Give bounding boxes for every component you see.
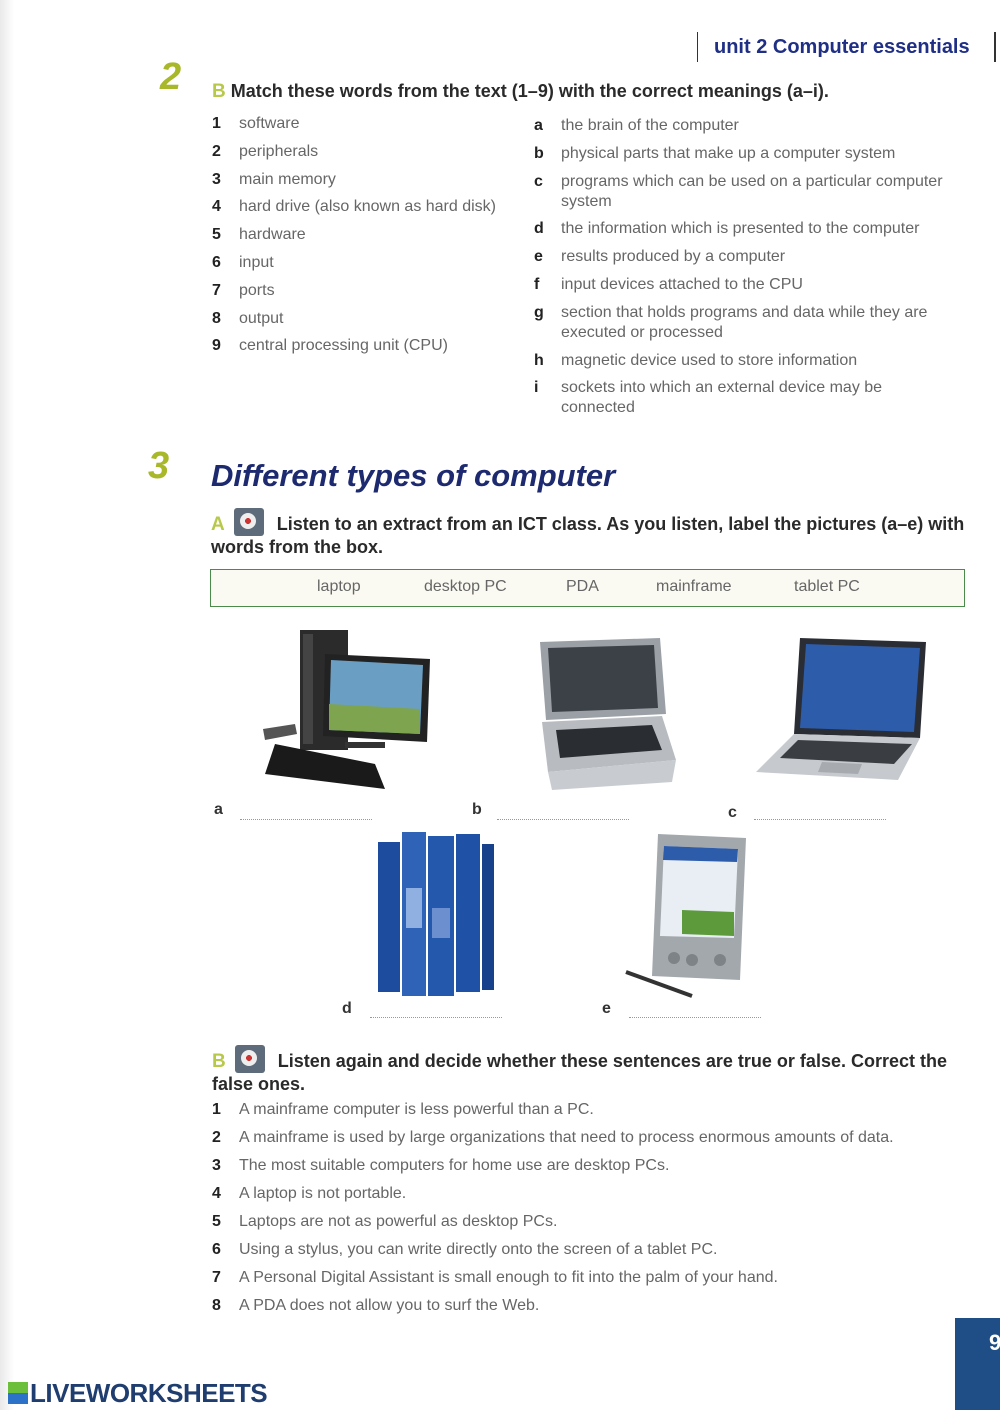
picture-label: b	[472, 801, 482, 818]
item-number: 7	[212, 281, 221, 299]
item-text: ports	[239, 281, 275, 299]
item-number: d	[534, 220, 544, 238]
item-text: A mainframe is used by large organizations that need to process enormous amounts of data.	[239, 1129, 894, 1146]
item-number: c	[534, 172, 543, 190]
list-item	[534, 351, 954, 371]
box-word: tablet PC	[794, 578, 860, 595]
item-number: e	[534, 248, 543, 266]
item-text: output	[239, 309, 284, 327]
item-text: Laptops are not as powerful as desktop PCs.	[239, 1213, 558, 1230]
list-item	[534, 219, 954, 239]
exercise-3b-instruction: B Listen again and decide whether these sentences are true or false. Correct the false ones.	[212, 1045, 972, 1096]
words-list	[212, 114, 522, 364]
list-item	[534, 247, 954, 267]
item-number: 6	[212, 253, 221, 271]
exercise-letter: B	[212, 81, 226, 102]
list-item	[534, 172, 954, 212]
list-item	[212, 1268, 952, 1288]
answer-line[interactable]	[497, 818, 629, 820]
unit-title: unit 2 Computer essentials	[714, 36, 970, 58]
item-number: 8	[212, 1297, 221, 1314]
item-number: g	[534, 303, 544, 321]
item-number: a	[534, 117, 543, 134]
unit-header	[697, 32, 996, 62]
list-item	[212, 1296, 952, 1316]
word-box	[210, 569, 965, 607]
list-item	[212, 1240, 952, 1260]
list-item	[212, 281, 522, 301]
item-number: 1	[212, 115, 221, 132]
exercise-2b-instruction: B Match these words from the text (1–9) with the correct meanings (a–i).	[212, 81, 829, 102]
item-text: the brain of the computer	[561, 117, 739, 134]
live-badge-icon	[8, 1382, 28, 1404]
pda-image	[622, 830, 752, 1000]
list-item	[212, 1212, 952, 1232]
item-number: 3	[212, 1157, 221, 1174]
item-text: the information which is presented to the computer	[561, 220, 920, 238]
list-item	[212, 114, 522, 134]
audio-cd-icon[interactable]	[235, 1045, 265, 1073]
item-number: i	[534, 379, 539, 397]
item-text: results produced by a computer	[561, 248, 786, 266]
list-item	[212, 1156, 952, 1176]
item-text: central processing unit (CPU)	[239, 337, 448, 355]
list-item	[212, 197, 522, 217]
item-text: section that holds programs and data while they are executed or processed	[561, 303, 928, 341]
picture-label: d	[342, 1000, 352, 1017]
item-number: 4	[212, 1185, 221, 1202]
mainframe-image	[372, 828, 498, 998]
item-text: physical parts that make up a computer system	[561, 144, 896, 162]
item-text: input	[239, 253, 274, 271]
list-item	[212, 170, 522, 190]
item-text: programs which can be used on a particular computer system	[561, 172, 943, 210]
box-word: PDA	[566, 578, 599, 595]
answer-line[interactable]	[240, 818, 372, 820]
list-item	[534, 116, 954, 136]
list-item	[534, 303, 954, 343]
item-text: The most suitable computers for home use are desktop PCs.	[239, 1157, 670, 1174]
picture-label: a	[214, 801, 223, 818]
item-number: 2	[212, 142, 221, 160]
list-item	[212, 1184, 952, 1204]
item-text: software	[239, 115, 300, 132]
list-item	[534, 144, 954, 164]
item-text: main memory	[239, 170, 336, 188]
desktop-pc-image	[255, 624, 435, 796]
list-item	[212, 142, 522, 162]
picture-label: e	[602, 1000, 611, 1017]
item-number: 4	[212, 198, 221, 216]
tablet-pc-image	[532, 632, 680, 792]
item-text: hard drive (also known as hard disk)	[239, 198, 497, 216]
item-number: 1	[212, 1101, 221, 1118]
scan-edge	[0, 0, 14, 1410]
item-number: 3	[212, 170, 221, 188]
list-item	[212, 309, 522, 329]
list-item	[212, 336, 522, 356]
box-word: mainframe	[656, 578, 732, 595]
item-text: input devices attached to the CPU	[561, 275, 803, 293]
list-item	[212, 253, 522, 273]
item-number: 6	[212, 1241, 221, 1258]
list-item	[212, 225, 522, 245]
item-number: 5	[212, 226, 221, 244]
item-number: 7	[212, 1269, 221, 1286]
list-item	[534, 275, 954, 295]
section-number: 2	[160, 56, 182, 98]
exercise-3a-instruction: A Listen to an extract from an ICT class. As you listen, label the pictures (a–e) with words from the box.	[211, 508, 971, 559]
answer-line[interactable]	[629, 1016, 761, 1018]
picture-label: c	[728, 804, 737, 821]
item-text: A Personal Digital Assistant is small enough to fit into the palm of your hand.	[239, 1269, 778, 1286]
audio-cd-icon[interactable]	[234, 508, 264, 536]
item-text: Using a stylus, you can write directly onto the screen of a tablet PC.	[239, 1241, 718, 1258]
liveworksheets-logo: LIVEWORKSHEETS	[8, 1378, 267, 1409]
item-text: A laptop is not portable.	[239, 1185, 407, 1202]
item-text: A PDA does not allow you to surf the Web.	[239, 1297, 540, 1314]
item-text: sockets into which an external device may be connected	[561, 379, 883, 417]
list-item	[212, 1100, 952, 1120]
answer-line[interactable]	[370, 1016, 502, 1018]
box-word: desktop PC	[424, 578, 507, 595]
item-text: A mainframe computer is less powerful than a PC.	[239, 1101, 594, 1118]
meanings-list	[534, 116, 954, 426]
page-number: 9	[989, 1330, 1001, 1355]
item-number: b	[534, 144, 544, 162]
section-heading: Different types of computer	[211, 458, 616, 493]
section-number: 3	[148, 445, 170, 487]
item-number: h	[534, 351, 544, 369]
list-item	[212, 1128, 952, 1148]
answer-line[interactable]	[754, 818, 886, 820]
page-number-tab	[955, 1318, 1000, 1410]
item-number: 5	[212, 1213, 221, 1230]
laptop-image	[752, 634, 930, 782]
item-text: peripherals	[239, 142, 319, 160]
item-number: 2	[212, 1129, 221, 1146]
list-item	[534, 378, 954, 418]
item-number: 8	[212, 309, 221, 327]
item-text: magnetic device used to store information	[561, 351, 858, 369]
item-number: 9	[212, 337, 221, 355]
true-false-sentences	[212, 1100, 952, 1324]
item-number: f	[534, 275, 540, 293]
box-word: laptop	[317, 578, 361, 595]
item-text: hardware	[239, 226, 306, 244]
